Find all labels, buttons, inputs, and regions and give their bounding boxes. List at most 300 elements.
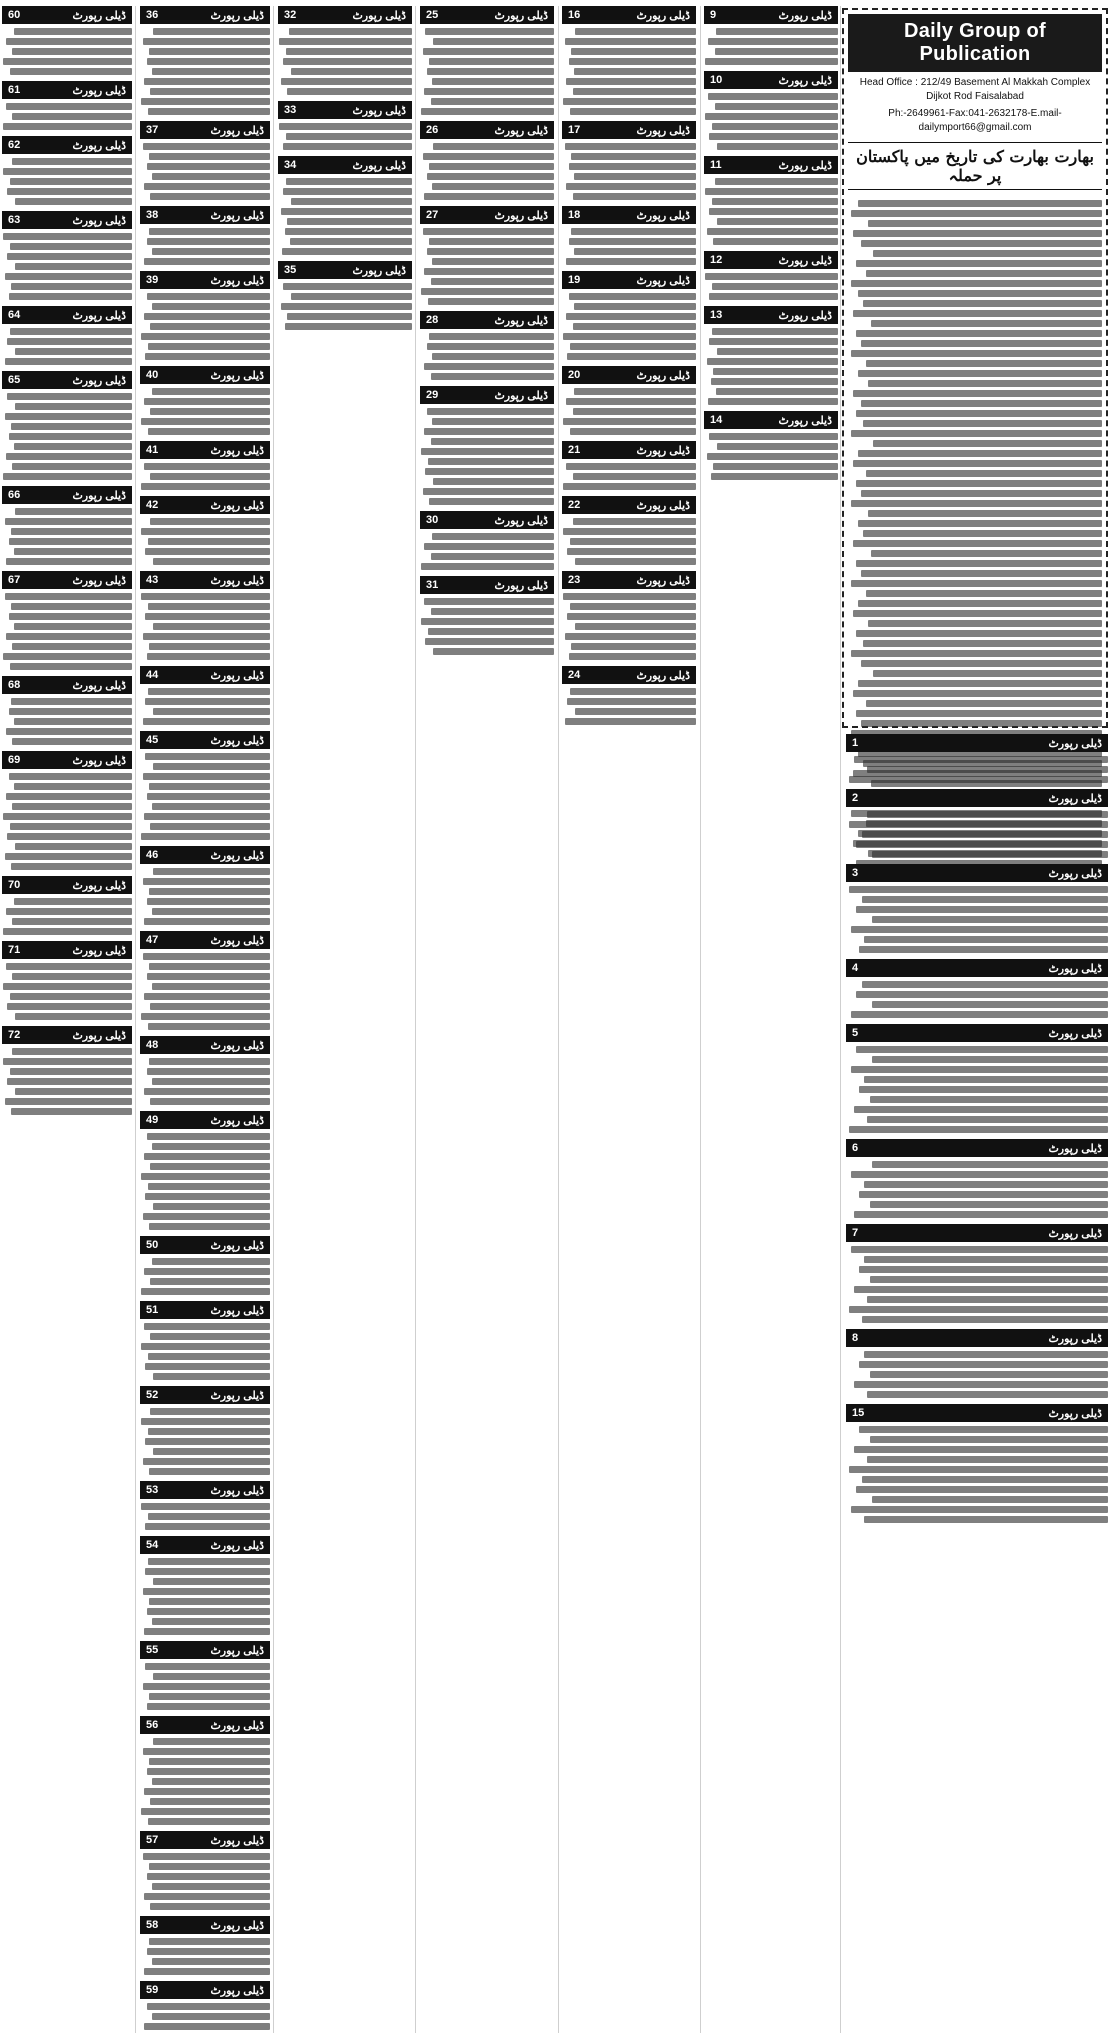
text-line <box>5 273 132 280</box>
text-line <box>849 886 1108 893</box>
news-item-tag: ڈیلی رپورٹ <box>778 9 832 22</box>
news-item <box>704 251 838 300</box>
news-item-body <box>140 1554 270 1635</box>
text-line <box>867 1456 1108 1463</box>
text-line <box>870 1276 1108 1283</box>
news-item-number: 55 <box>146 1644 159 1656</box>
text-line <box>424 193 554 200</box>
text-line <box>705 113 838 120</box>
news-item-tag: ڈیلی رپورٹ <box>210 1039 264 1052</box>
text-line <box>424 268 554 275</box>
text-line <box>571 48 696 55</box>
text-line <box>150 473 270 480</box>
text-line <box>279 123 412 130</box>
text-line <box>152 803 270 810</box>
text-line <box>566 258 696 265</box>
text-line <box>854 756 1108 763</box>
masthead <box>842 8 1108 728</box>
news-item-header <box>846 1404 1108 1422</box>
news-item-tag: ڈیلی رپورٹ <box>352 159 406 172</box>
text-line <box>862 896 1108 903</box>
news-item-tag: ڈیلی رپورٹ <box>210 1719 264 1732</box>
news-item <box>278 156 412 255</box>
text-line <box>3 473 132 480</box>
text-line <box>143 1683 270 1690</box>
text-line <box>147 1768 271 1775</box>
news-item-body <box>140 589 270 660</box>
text-line <box>12 803 132 810</box>
text-line <box>849 1126 1108 1133</box>
news-item-body <box>2 694 132 745</box>
text-line <box>3 123 132 130</box>
text-line <box>141 418 270 425</box>
news-item-body <box>2 504 132 565</box>
text-line <box>432 353 554 360</box>
text-line <box>150 1798 270 1805</box>
text-line <box>286 48 412 55</box>
news-item <box>140 1981 270 2033</box>
news-item-header <box>2 486 132 504</box>
news-item <box>846 734 1108 783</box>
text-line <box>143 718 270 725</box>
news-item-body <box>140 1254 270 1295</box>
news-item-number: 21 <box>568 444 581 456</box>
news-item-header <box>2 211 132 229</box>
news-item-tag: ڈیلی رپورٹ <box>1048 737 1102 750</box>
text-line <box>709 208 838 215</box>
news-item-body <box>562 24 696 115</box>
news-item-tag: ڈیلی رپورٹ <box>636 209 690 222</box>
news-item-body <box>140 1734 270 1825</box>
news-item-header <box>562 6 696 24</box>
text-line <box>282 248 412 255</box>
news-item-body <box>562 589 696 660</box>
text-line <box>153 868 270 875</box>
text-line <box>3 168 132 175</box>
text-line <box>147 293 271 300</box>
text-line <box>143 633 270 640</box>
news-item-tag: ڈیلی رپورٹ <box>1048 1332 1102 1345</box>
news-item <box>562 666 696 725</box>
text-line <box>153 1578 270 1585</box>
text-line <box>872 851 1108 858</box>
news-item <box>140 666 270 725</box>
news-item <box>846 1224 1108 1323</box>
text-line <box>10 823 132 830</box>
text-line <box>148 1428 270 1435</box>
news-item-number: 68 <box>8 679 21 691</box>
text-line <box>573 88 696 95</box>
text-line <box>144 2023 270 2030</box>
news-item-header <box>140 496 270 514</box>
text-line <box>143 1748 270 1755</box>
text-line <box>425 638 554 645</box>
text-line <box>870 1371 1108 1378</box>
text-line <box>153 1738 270 1745</box>
news-item-body <box>2 24 132 75</box>
news-item-number: 57 <box>146 1834 159 1846</box>
news-item-header <box>140 571 270 589</box>
news-item-tag: ڈیلی رپورٹ <box>210 209 264 222</box>
news-item-number: 59 <box>146 1984 159 1996</box>
news-item-body <box>704 429 838 480</box>
news-item-tag: ڈیلی رپورٹ <box>778 159 832 172</box>
text-line <box>6 558 132 565</box>
news-item-tag: ڈیلی رپورٹ <box>636 274 690 287</box>
news-item-body <box>140 24 270 115</box>
news-item-header <box>704 6 838 24</box>
text-line <box>281 78 412 85</box>
text-line <box>147 1703 271 1710</box>
news-item <box>2 941 132 1020</box>
news-item-number: 22 <box>568 499 581 511</box>
text-line <box>707 358 838 365</box>
news-item-header <box>846 734 1108 752</box>
news-item-tag: ڈیلی رپورٹ <box>778 74 832 87</box>
text-line <box>144 1628 270 1635</box>
news-item-header <box>140 731 270 749</box>
text-line <box>150 1003 270 1010</box>
text-line <box>705 273 838 280</box>
text-line <box>152 983 270 990</box>
text-line <box>569 293 696 300</box>
text-line <box>143 38 270 45</box>
column-5 <box>562 6 696 2033</box>
news-item-header <box>140 1641 270 1659</box>
news-item-number: 44 <box>146 669 159 681</box>
text-line <box>147 1948 271 1955</box>
text-line <box>147 973 271 980</box>
news-item-number: 1 <box>852 737 859 749</box>
text-line <box>429 498 554 505</box>
news-item-body <box>140 949 270 1030</box>
news-item <box>140 731 270 840</box>
text-line <box>153 1373 270 1380</box>
text-line <box>14 718 132 725</box>
text-line <box>573 408 696 415</box>
text-line <box>571 228 696 235</box>
text-line <box>12 1048 132 1055</box>
text-line <box>428 298 554 305</box>
text-line <box>12 918 132 925</box>
text-line <box>148 1818 270 1825</box>
news-item-number: 40 <box>146 369 159 381</box>
news-item-body <box>704 89 838 150</box>
news-item-body <box>846 807 1108 858</box>
text-line <box>432 183 554 190</box>
text-line <box>424 598 554 605</box>
news-item-body <box>420 404 554 505</box>
news-item <box>420 311 554 380</box>
news-item-number: 25 <box>426 9 439 21</box>
text-line <box>867 811 1108 818</box>
text-line <box>150 88 270 95</box>
news-item-number: 54 <box>146 1539 159 1551</box>
news-item-tag: ڈیلی رپورٹ <box>210 499 264 512</box>
news-item-number: 36 <box>146 9 159 21</box>
text-line <box>152 1618 270 1625</box>
news-item <box>2 306 132 365</box>
text-line <box>429 333 554 340</box>
text-line <box>149 1223 270 1230</box>
text-line <box>708 38 838 45</box>
text-line <box>7 1078 132 1085</box>
news-item-header <box>278 6 412 24</box>
news-item-tag: ڈیلی رپورٹ <box>352 9 406 22</box>
news-item-header <box>420 121 554 139</box>
text-line <box>150 1163 270 1170</box>
text-line <box>147 1873 271 1880</box>
text-line <box>3 58 132 65</box>
news-item-body <box>562 139 696 200</box>
news-item-body <box>2 324 132 365</box>
news-item-header <box>140 1536 270 1554</box>
text-line <box>573 323 696 330</box>
news-item-body <box>846 1422 1108 1523</box>
text-line <box>148 688 270 695</box>
text-line <box>287 218 412 225</box>
text-line <box>143 143 270 150</box>
text-line <box>423 153 554 160</box>
text-line <box>5 518 132 525</box>
text-line <box>870 1096 1108 1103</box>
news-item-body <box>420 529 554 570</box>
news-item <box>846 1024 1108 1133</box>
text-line <box>573 518 696 525</box>
news-item-tag: ڈیلی رپورٹ <box>210 1539 264 1552</box>
news-item-body <box>562 684 696 725</box>
text-line <box>856 841 1108 848</box>
text-line <box>148 1023 270 1030</box>
news-item <box>140 846 270 925</box>
news-item-header <box>2 371 132 389</box>
text-line <box>141 1808 270 1815</box>
text-line <box>141 1173 270 1180</box>
text-line <box>715 178 838 185</box>
text-line <box>152 1958 270 1965</box>
text-line <box>141 593 270 600</box>
text-line <box>143 1458 270 1465</box>
news-item <box>846 959 1108 1018</box>
text-line <box>3 928 132 935</box>
news-item <box>140 496 270 565</box>
text-line <box>431 438 554 445</box>
text-line <box>6 963 132 970</box>
text-line <box>144 918 270 925</box>
text-line <box>15 1013 132 1020</box>
text-line <box>566 78 696 85</box>
news-item-header <box>278 261 412 279</box>
text-line <box>569 238 696 245</box>
text-line <box>5 413 132 420</box>
news-item-body <box>2 1044 132 1115</box>
text-line <box>143 1853 270 1860</box>
news-item <box>140 1386 270 1475</box>
text-line <box>423 48 554 55</box>
news-item-tag: ڈیلی رپورٹ <box>636 369 690 382</box>
text-line <box>153 1448 270 1455</box>
text-line <box>872 1161 1108 1168</box>
news-item-number: 63 <box>8 214 21 226</box>
news-item-header <box>846 959 1108 977</box>
news-item-number: 2 <box>852 792 859 804</box>
text-line <box>5 358 132 365</box>
text-line <box>152 1778 270 1785</box>
text-line <box>570 688 696 695</box>
text-line <box>144 463 270 470</box>
text-line <box>864 1076 1108 1083</box>
news-item <box>140 1036 270 1105</box>
text-line <box>432 78 554 85</box>
text-line <box>147 793 271 800</box>
text-line <box>717 348 838 355</box>
news-item-tag: ڈیلی رپورٹ <box>72 879 126 892</box>
news-item-tag: ڈیلی رپورٹ <box>72 489 126 502</box>
news-item-tag: ڈیلی رپورٹ <box>636 9 690 22</box>
news-item-header <box>420 511 554 529</box>
news-item-header <box>2 876 132 894</box>
column-1-items <box>2 6 132 1115</box>
news-item-body <box>140 384 270 435</box>
text-line <box>145 1438 270 1445</box>
news-item-header <box>846 1139 1108 1157</box>
news-item <box>420 511 554 570</box>
news-item <box>140 1831 270 1910</box>
text-line <box>145 1363 270 1370</box>
text-line <box>144 993 270 1000</box>
news-item-number: 60 <box>8 9 21 21</box>
text-line <box>14 28 132 35</box>
text-line <box>709 133 838 140</box>
news-item-header <box>2 941 132 959</box>
text-line <box>141 333 270 340</box>
text-line <box>283 143 412 150</box>
news-item-body <box>278 24 412 95</box>
news-item-number: 58 <box>146 1919 159 1931</box>
news-item <box>140 271 270 360</box>
news-item-number: 69 <box>8 754 21 766</box>
text-line <box>428 628 554 635</box>
news-item-tag: ڈیلی رپورٹ <box>210 274 264 287</box>
column-separator <box>558 6 559 2033</box>
text-line <box>144 398 270 405</box>
news-item-body <box>140 1999 270 2033</box>
text-line <box>144 1968 270 1975</box>
news-item-number: 41 <box>146 444 159 456</box>
news-item-header <box>562 441 696 459</box>
text-line <box>432 258 554 265</box>
column-4 <box>420 6 554 2033</box>
news-item-tag: ڈیلی رپورٹ <box>636 499 690 512</box>
text-line <box>711 473 838 480</box>
news-item-header <box>140 366 270 384</box>
text-line <box>11 283 132 290</box>
news-item-number: 6 <box>852 1142 859 1154</box>
news-item <box>562 441 696 490</box>
text-line <box>291 198 412 205</box>
text-line <box>429 58 554 65</box>
text-line <box>872 1056 1108 1063</box>
text-line <box>9 293 133 300</box>
text-line <box>279 38 412 45</box>
news-item-number: 28 <box>426 314 439 326</box>
text-line <box>12 738 132 745</box>
text-line <box>153 1673 270 1680</box>
text-line <box>291 68 412 75</box>
text-line <box>148 603 270 610</box>
text-line <box>11 1108 132 1115</box>
text-line <box>149 1598 270 1605</box>
text-line <box>712 328 838 335</box>
text-line <box>145 698 270 705</box>
news-item <box>420 576 554 655</box>
news-item-tag: ڈیلی رپورٹ <box>72 574 126 587</box>
text-line <box>152 908 270 915</box>
news-item-tag: ڈیلی رپورٹ <box>494 579 548 592</box>
news-item <box>704 411 838 480</box>
text-line <box>570 108 696 115</box>
text-line <box>573 473 696 480</box>
news-item <box>420 6 554 115</box>
text-line <box>15 348 132 355</box>
news-item <box>846 1139 1108 1218</box>
text-line <box>563 528 696 535</box>
text-line <box>5 853 132 860</box>
text-line <box>15 1088 132 1095</box>
news-item-number: 23 <box>568 574 581 586</box>
news-item <box>2 371 132 480</box>
news-item-number: 20 <box>568 369 581 381</box>
news-item-header <box>420 6 554 24</box>
news-item-tag: ڈیلی رپورٹ <box>72 84 126 97</box>
text-line <box>7 393 132 400</box>
text-line <box>707 453 838 460</box>
text-line <box>152 2013 270 2020</box>
text-line <box>141 1418 270 1425</box>
news-item-tag: ڈیلی رپورٹ <box>210 1389 264 1402</box>
column-separator <box>840 6 841 2033</box>
text-line <box>143 1588 270 1595</box>
news-item-tag: ڈیلی رپورٹ <box>778 414 832 427</box>
text-line <box>148 1353 270 1360</box>
text-line <box>145 1663 270 1670</box>
text-line <box>707 228 838 235</box>
news-item-header <box>562 571 696 589</box>
news-item-number: 65 <box>8 374 21 386</box>
text-line <box>150 1333 270 1340</box>
text-line <box>290 238 412 245</box>
text-line <box>862 1476 1108 1483</box>
news-item <box>562 6 696 115</box>
text-line <box>141 833 270 840</box>
text-line <box>145 1193 270 1200</box>
text-line <box>144 1893 270 1900</box>
news-item-tag: ڈیلی رپورٹ <box>210 1644 264 1657</box>
news-item <box>846 864 1108 953</box>
news-item-header <box>140 1036 270 1054</box>
text-line <box>147 1133 271 1140</box>
text-line <box>145 753 270 760</box>
text-line <box>433 143 554 150</box>
text-line <box>153 558 270 565</box>
news-item-body <box>2 589 132 670</box>
text-line <box>145 613 270 620</box>
text-line <box>856 991 1108 998</box>
news-item-number: 12 <box>710 254 723 266</box>
news-item <box>562 121 696 200</box>
text-line <box>6 633 132 640</box>
text-line <box>859 1086 1108 1093</box>
